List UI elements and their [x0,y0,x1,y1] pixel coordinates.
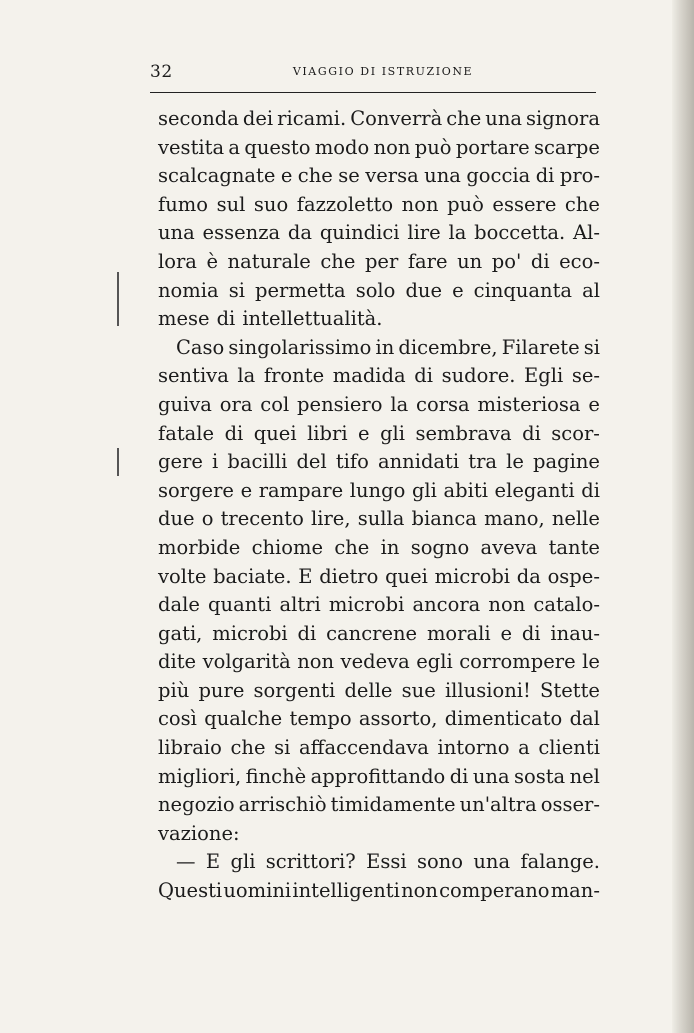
page-number: 32 [150,62,173,82]
margin-pencil-mark [117,272,119,326]
text-line: fumo sul suo fazzoletto non può essere che [158,192,600,216]
running-title: VIAGGIO DI ISTRUZIONE [292,65,474,78]
text-line: nomia si permetta solo due e cinquanta al [158,278,600,302]
text-line: — E gli scrittori? Essi sono una falange. [176,850,600,874]
text-line: fatale di quei libri e gli sembrava di scor- [158,421,600,445]
text-line: Questi uomini intelligenti non comperano man- [158,879,600,903]
text-line: guiva ora col pensiero la corsa misteriosa e [158,392,600,416]
margin-pencil-mark [117,448,119,476]
text-line: gati, microbi di cancrene morali e di inau- [158,621,600,645]
text-line: morbide chiome che in sogno aveva tante [158,535,600,559]
text-line: così qualche tempo assorto, dimenticato dal [158,707,600,731]
running-header [150,62,596,84]
header-rule [150,92,596,93]
text-line: sentiva la fronte madida di sudore. Egli se- [158,364,600,388]
text-line: lora è naturale che per fare un po' di eco- [158,249,600,273]
text-line: volte baciate. E dietro quei microbi da ospe- [158,564,600,588]
body-text [158,105,600,906]
text-line: scalcagnate e che se versa una goccia di pro- [158,164,600,188]
text-line: una essenza da quindici lire la boccetta. Al- [158,221,600,245]
text-line: seconda dei ricami. Converrà che una signora [158,107,600,130]
text-line: mese di intellettualità. [158,307,383,331]
text-line: due o trecento lire, sulla bianca mano, nelle [158,507,600,531]
text-line: libraio che si affaccendava intorno a clienti [158,736,600,760]
text-line: migliori, finchè approfittando di una sosta nel [158,764,600,788]
text-line: dale quanti altri microbi ancora non catalo- [158,593,600,617]
text-line: Caso singolarissimo in dicembre, Filarete si [176,335,600,359]
text-line: vestita a questo modo non può portare scarpe [158,135,600,159]
text-line: negozio arrischiò timidamente un'altra osser- [158,793,600,817]
text-line: più pure sorgenti delle sue illusioni! Stette [158,678,600,702]
text-line: gere i bacilli del tifo annidati tra le pagine [158,450,600,474]
text-line: sorgere e rampare lungo gli abiti eleganti di [158,478,600,502]
page-gutter-shadow [672,0,694,1033]
text-line: dite volgarità non vedeva egli corrompere le [158,650,600,674]
text-line: vazione: [158,821,240,845]
